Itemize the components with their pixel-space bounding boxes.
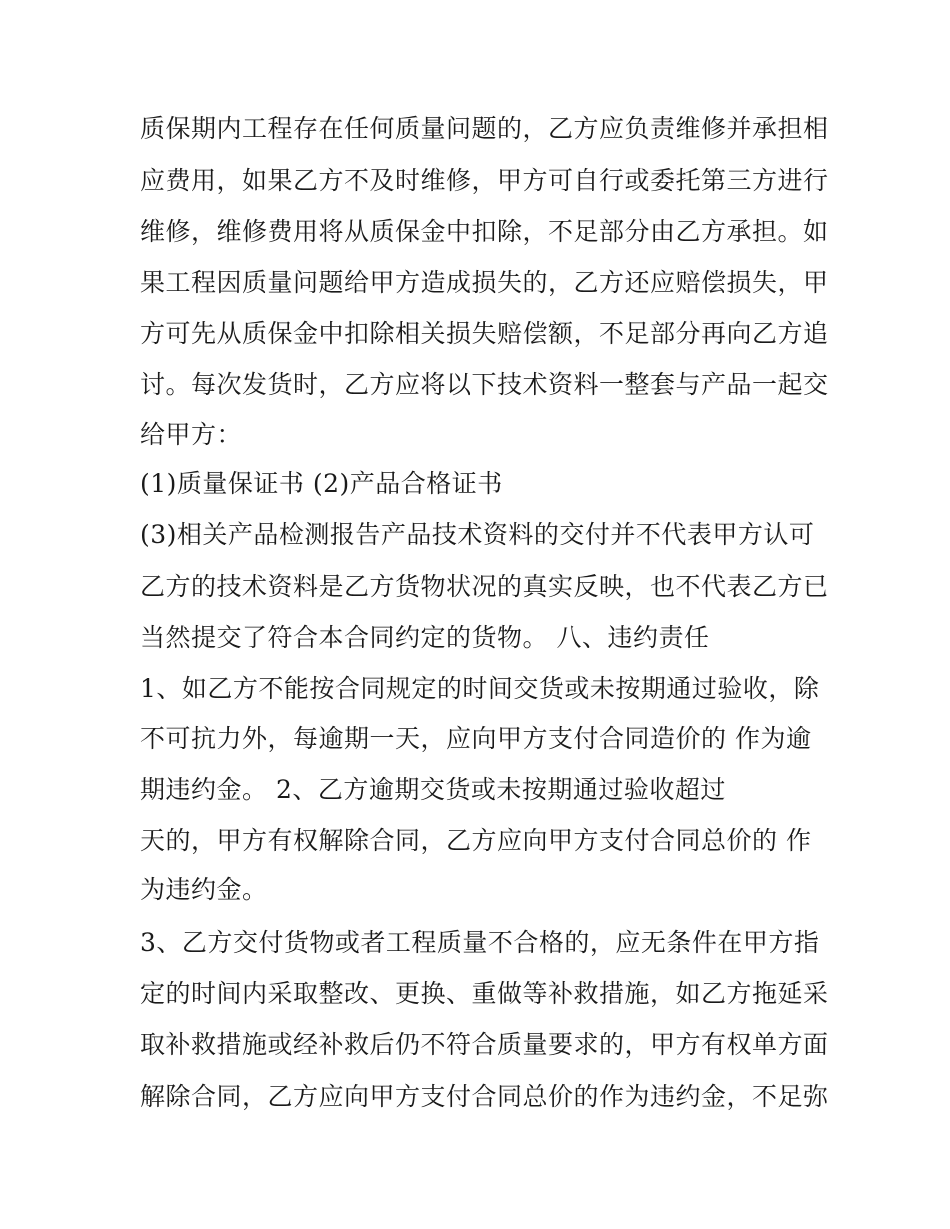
text-line: 当然提交了符合本合同约定的货物。 八、违约责任 (140, 623, 710, 652)
text-line: 不可抗力外，每逾期一天，应向甲方支付合同造价的 作为逾 (140, 724, 812, 753)
text-line: 天的，甲方有权解除合同，乙方应向甲方支付合同总价的 作 (140, 826, 812, 855)
text-line: 应费用，如果乙方不及时维修，甲方可自行或委托第三方进行 (140, 166, 829, 195)
text-line: 给甲方： (140, 420, 243, 449)
text-line: 乙方的技术资料是乙方货物状况的真实反映，也不代表乙方已 (140, 572, 829, 601)
text-line: (3)相关产品检测报告产品技术资料的交付并不代表甲方认可 (140, 520, 815, 549)
text-line: 为违约金。 (140, 875, 268, 904)
text-line: (1)质量保证书 (2)产品合格证书 (140, 469, 503, 498)
text-line: 方可先从质保金中扣除相关损失赔偿额，不足部分再向乙方追 (140, 319, 829, 348)
text-line: 质保期内工程存在任何质量问题的，乙方应负责维修并承担相 (140, 114, 829, 143)
text-line: 讨。每次发货时，乙方应将以下技术资料一整套与产品一起交 (140, 370, 829, 399)
text-line: 维修，维修费用将从质保金中扣除，不足部分由乙方承担。如 (140, 217, 829, 246)
text-line: 3、乙方交付货物或者工程质量不合格的，应无条件在甲方指 (140, 928, 820, 957)
text-line: 1、如乙方不能按合同规定的时间交货或未按期通过验收，除 (140, 674, 820, 703)
text-line: 解除合同，乙方应向甲方支付合同总价的作为违约金，不足弥 (140, 1082, 829, 1111)
text-line: 期违约金。 2、乙方逾期交货或未按期通过验收超过 (140, 775, 726, 804)
text-line: 定的时间内采取整改、更换、重做等补救措施，如乙方拖延采 (140, 979, 829, 1008)
text-line: 取补救措施或经补救后仍不符合质量要求的，甲方有权单方面 (140, 1030, 829, 1059)
text-line: 果工程因质量问题给甲方造成损失的，乙方还应赔偿损失，甲 (140, 268, 829, 297)
